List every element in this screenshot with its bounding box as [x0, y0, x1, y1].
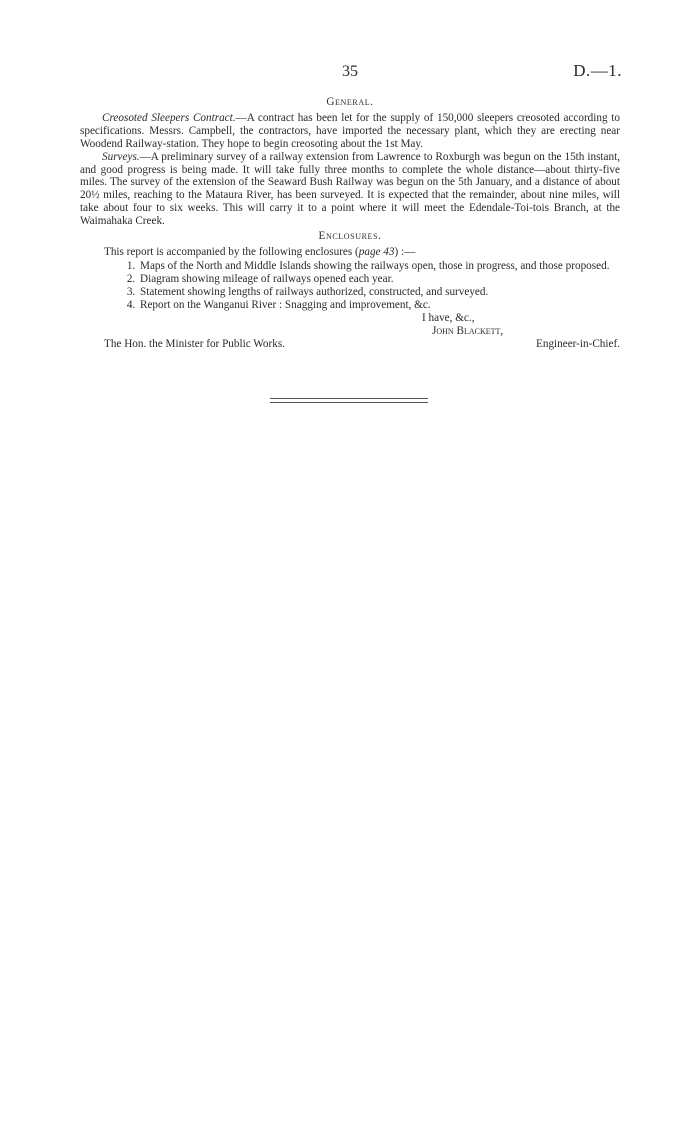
signatory-title: Engineer-in-Chief.	[536, 337, 620, 350]
enclosures-heading: Enclosures.	[318, 230, 382, 243]
intro-text-before: This report is accompanied by the following enclosures (	[104, 245, 359, 258]
salutation: I have, &c.,	[422, 311, 475, 324]
paragraph-title: Creosoted Sleepers Contract.	[102, 111, 236, 124]
signatory-name: John Blackett,	[432, 324, 504, 337]
addressee: The Hon. the Minister for Public Works.	[104, 337, 285, 350]
enclosures-list	[80, 260, 620, 312]
enclosure-item: 1. Maps of the North and Middle Islands showing the railways open, those in progress, and those proposed.	[138, 260, 620, 273]
closing-rule	[270, 402, 428, 403]
enclosures-intro	[104, 246, 620, 259]
enclosure-item: 2. Diagram showing mileage of railways opened each year.	[138, 273, 620, 286]
signatory-line	[80, 325, 620, 338]
intro-text-after: ) :—	[394, 245, 416, 258]
surveys-paragraph	[80, 151, 620, 228]
document-code: D.—1.	[573, 61, 622, 80]
page-number: 35	[342, 63, 358, 80]
addressee-line	[80, 338, 620, 351]
paragraph-text: —A preliminary survey of a railway extension from Lawrence to Roxburgh was begun on the 15th instant, and good progress is being made. It will take fully three months to complete the whole distance—about thirty-five miles. The survey of the extension of the Seaward Bush Railway was begun on the 5th January, and a distance of about 20½ miles, reaching to the Mataura River, has been surveyed. It is expected that the remainder, about nine miles, will take about four to six weeks. This will carry it to a point where it will meet the Edendale-Toi-tois Branch, at the Waimahaka Creek.	[80, 150, 620, 228]
report-body	[80, 96, 620, 351]
paragraph-text: —A contract has been let for the supply of 150,000 sleepers creosoted according to specifications. Messrs. Campbell, the contractors, have imported the necessary plant, which they are erecting near Woodend Railway-station. They hope to begin creosoting about the 1st May.	[80, 111, 620, 150]
paragraph-title: Surveys.	[102, 150, 140, 163]
general-heading: General.	[326, 96, 374, 108]
enclosure-item: 4. Report on the Wanganui River : Snagging and improvement, &c.	[138, 299, 620, 312]
enclosure-item: 3. Statement showing lengths of railways authorized, constructed, and surveyed.	[138, 286, 620, 299]
creosoted-sleepers-paragraph	[80, 112, 620, 151]
salutation-line	[80, 312, 620, 325]
intro-page-reference: page 43	[358, 245, 395, 258]
closing-rule	[270, 398, 428, 399]
